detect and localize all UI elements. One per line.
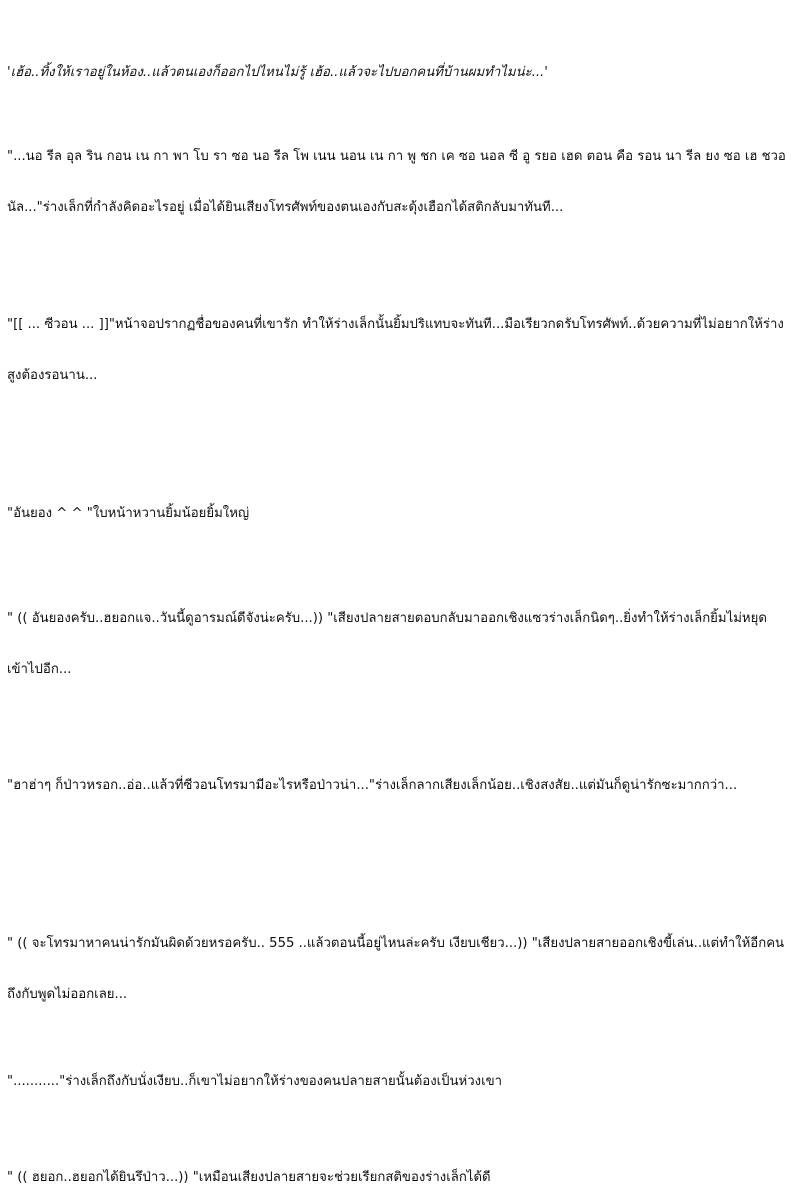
dialogue-paragraph: "[[ ... ซีวอน ... ]]"หน้าจอปรากฏชื่อของคนที่เขารัก ทำให้ร่างเล็กนั้นยิ้มปริแทบจะทันที...มือเรียวกดรับโทรศัพท์..ด้วยความที่ไม่อยากให้ร่างสูงต้องรอนาน... xyxy=(7,317,784,383)
dialogue-paragraph: "...นอ รีล อุล ริน กอน เน กา พา โบ รา ซอ นอ รีล โพ เนน นอน เน กา พู ชก เค ซอ นอล ซี อู รยอ เฮด ตอน คือ รอน นา รีล ยง ซอ เฮ ชวอ นัล..."ร่างเล็กที่กำลังคิดอะไรอยู่ เมื่อได้ยินเสียงโทรศัพท์ของตนเองกับสะดุ้งเฮือกได้สติกลับมาทันที... xyxy=(7,149,786,215)
dialogue-paragraph: " (( ฮยอก..ฮยอกได้ยินรึป่าว...)) "เหมือนเสียงปลายสายจะช่วยเรียกสติของร่างเล็กได้ดี xyxy=(7,1170,491,1185)
dialogue-paragraph: "อันยอง ^ ^ "ใบหน้าหวานยิ้มน้อยยิ้มใหญ่ xyxy=(7,506,250,521)
narration-paragraph: 'เฮ้อ..ทิ้งให้เราอยู่ในห้อง..แล้วตนเองก็ออกไปไหนไม่รู้ เฮ้อ..แล้วจะไปบอกคนที่บ้านผมทำไมน่ะ...' xyxy=(7,65,548,80)
dialogue-paragraph: " (( จะโทรมาหาคนน่ารักมันผิดด้วยหรอครับ.. 555 ..แล้วตอนนี้อยู่ไหนล่ะครับ เงียบเชียว...)) "เสียงปลายสายออกเชิงขี้เล่น..แต่ทำให้อีกคนถึงกับพูดไม่ออกเลย... xyxy=(7,936,785,1002)
dialogue-paragraph: " (( อันยองครับ..ฮยอกแจ..วันนี้ดูอารมณ์ดีจังน่ะครับ...)) "เสียงปลายสายตอบกลับมาออกเชิงแซวร่างเล็กนิดๆ..ยิ่งทำให้ร่างเล็กยิ้มไม่หยุดเข้าไปอีก... xyxy=(7,611,767,677)
dialogue-paragraph: "..........."ร่างเล็กถึงกับนั่งเงียบ..ก็เขาไม่อยากให้ร่างของคนปลายสายนั้นต้องเป็นห่วงเขา xyxy=(7,1074,503,1089)
dialogue-paragraph: "ฮาฮ่าๆ ก็ป่าวหรอก..อ่อ..แล้วที่ซีวอนโทรมามีอะไรหรือป่าวน่า..."ร่างเล็กลากเสียงเล็กน้อย..เชิงสงสัย..แต่มันก็ดูน่ารักซะมากกว่า... xyxy=(7,778,738,793)
